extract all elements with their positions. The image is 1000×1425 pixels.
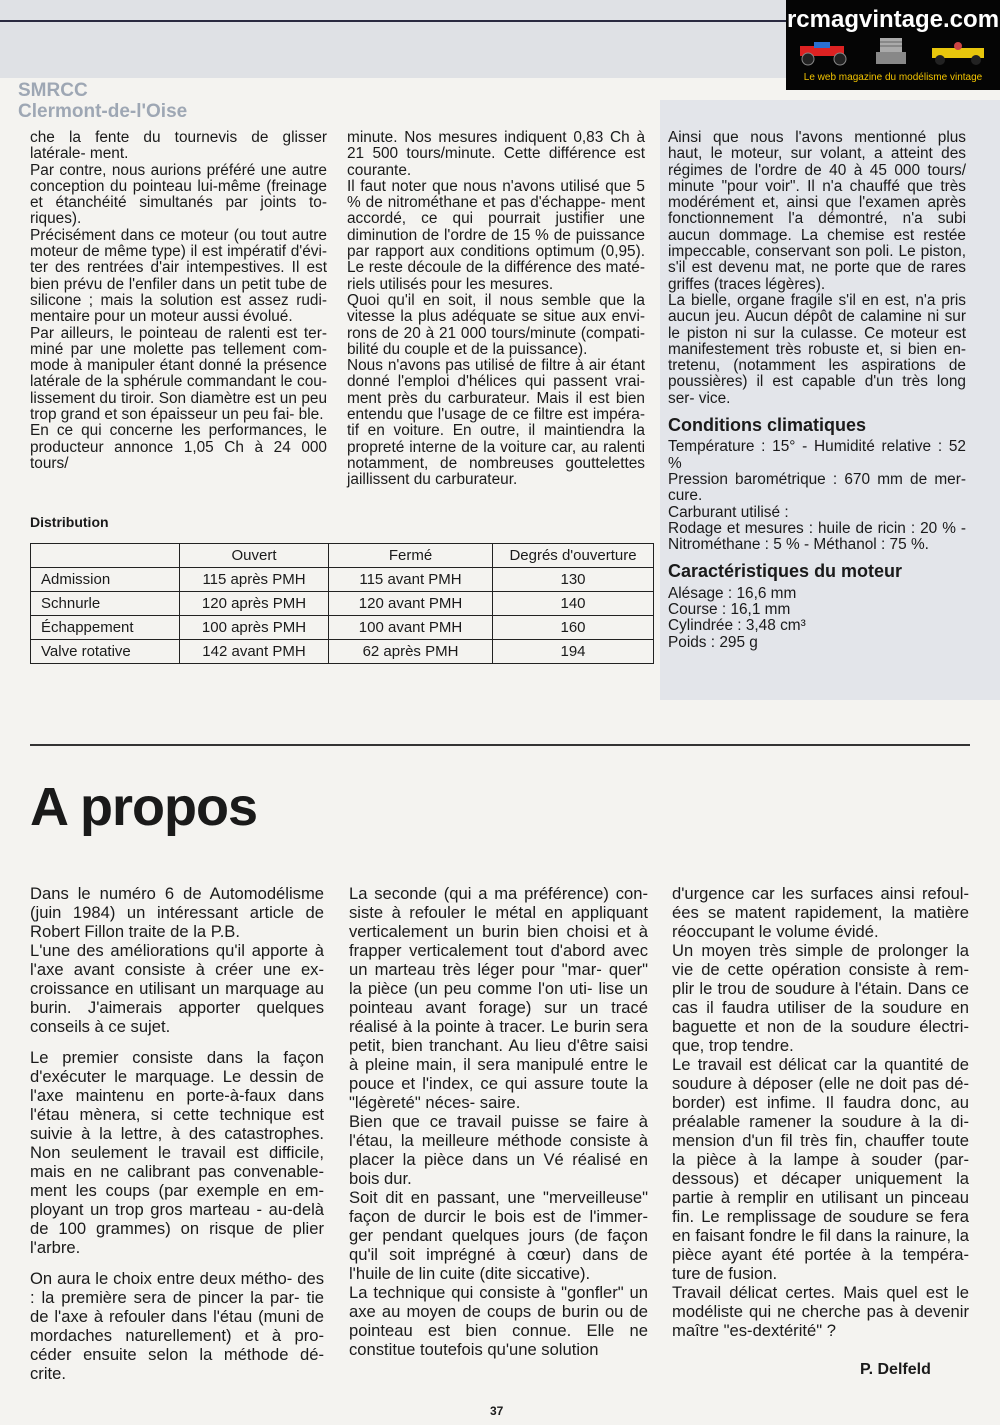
table-row: [31, 568, 654, 592]
paragraph: Précisément dans ce moteur (ou tout autre moteur de même type) il est impératif d'évi- ter des rentrées d'air intempestives. Il est bien prévu de l'enfiler dans un petit tube de silicone ; mais la solution est assez rudi- mentaire pour un moteur aussi évolué.: [30, 226, 327, 326]
apropos-column-1: [30, 884, 324, 1383]
condition-line: Température : 15° - Humidité relative : 52 %: [668, 438, 966, 472]
paragraph: Un moyen très simple de prolonger la vie de cette opération consiste à rem- plir le trou de soudure à l'étain. Dans ce cas il faudra utiliser de la soudure en baguette et non de la soudure électri- que, trop tendre.: [672, 941, 969, 1055]
table-header-row: [31, 544, 654, 568]
site-logo[interactable]: [786, 0, 1000, 90]
paragraph: Ainsi que nous l'avons mentionné plus haut, le moteur, sur volant, a atteint des régimes de l'ordre de 40 à 45 000 tours/ minute "pour voir". Il n'a chauffé que très modérément et, ainsi que l'examen après fonctionnement l'a démontré, n'a subi aucun dommage. La chemise est restée impeccable, conservant son poli. Le piston, s'il est devenu mat, ne porte que de rares griffes (traces légères).: [668, 129, 966, 293]
paragraph: La bielle, organe fragile s'il en est, n'a pris aucun jeu. Aucun dépôt de calamine ni sur le piston ni sur la culasse. Ce moteur est manifestement très robuste et, si bien en- tretenu, (notamment les aspirations de poussières) il est capable d'un très long ser- vice.: [668, 291, 966, 407]
table-header: Ouvert: [180, 544, 329, 568]
paragraph: L'une des améliorations qu'il apporte à l'axe avant consiste à créer une ex- croissance en utilisant un marquage au burin. J'aimerais apporter quelques conseils à ce sujet.: [30, 941, 324, 1036]
spec-line: Alésage : 16,6 mm: [668, 584, 797, 602]
specs-heading: Caractéristiques du moteur: [668, 561, 903, 582]
table-cell: 100 avant PMH: [329, 616, 493, 640]
spec-line: Poids : 295 g: [668, 633, 758, 651]
distribution-table: [30, 543, 654, 664]
paragraph: Par ailleurs, le pointeau de ralenti est ter- miné par une molette pas tellement com- mode à manipuler étant donné la présence latérale de la sphérule commandant le cou- lissement du tiroir. Son diamètre est un peu trop grand et son épaisseur un peu fai- ble.: [30, 324, 327, 424]
table-cell: 120 après PMH: [180, 592, 329, 616]
table-row: [31, 616, 654, 640]
page-number: 37: [490, 1404, 504, 1418]
table-row: [31, 592, 654, 616]
ghost-heading: SMRCC: [18, 80, 88, 101]
conditions-heading: Conditions climatiques: [668, 415, 867, 436]
logo-text: rcmagvintage.com: [786, 6, 1000, 33]
paragraph: Dans le numéro 6 de Automodélisme (juin 1984) un intéressant article de Robert Fillon traite de la P.B.: [30, 884, 324, 941]
table-cell: 100 après PMH: [180, 616, 329, 640]
kart-icon: [928, 40, 988, 66]
table-header: [31, 544, 180, 568]
table-header: Fermé: [329, 544, 493, 568]
paragraph: Il faut noter que nous n'avons utilisé que 5 % de nitrométhane et pas d'échappe- ment accordé, ce qui pourrait justifier une diminution de l'ordre de 15 % de puissance par rapport aux conditions optimum (0,95). Le reste découle de la différence des maté- riels utilisés pour les mesures.: [347, 177, 645, 293]
table-cell: 194: [493, 640, 654, 664]
article-column-2: [347, 130, 645, 489]
table-cell: Échappement: [31, 616, 180, 640]
table-cell: Schnurle: [31, 592, 180, 616]
paragraph: En ce qui concerne les performances, le producteur annonce 1,05 Ch à 24 000 tours/: [30, 422, 327, 472]
paragraph: minute. Nos mesures indiquent 0,83 Ch à 21 500 tours/minute. Cette différence est courante.: [347, 129, 645, 179]
paragraph: d'urgence car les surfaces ainsi refoul- ées se matent rapidement, la matière réoccupant le volume évidé.: [672, 884, 969, 941]
condition-line: Rodage et mesures : huile de ricin : 20 % - Nitrométhane : 5 % - Méthanol : 75 %.: [668, 519, 966, 554]
ghost-heading: Clermont-de-l'Oise: [18, 101, 188, 122]
paragraph: Nous n'avons pas utilisé de filtre à air étant donné l'emploi d'hélices qui passent vrai- ment près du carburateur. Mais il est bien entendu que l'usage de ce filtre est impéra- tif en voiture. En outre, il maintiendra la propreté interne de la voiture car, au ralenti notamment, de nombreuses gouttelettes jaillissent du carburateur.: [347, 357, 645, 489]
section-title: A propos: [30, 777, 257, 837]
paragraph: Le travail est délicat car la quantité de soudure à déposer (elle ne doit pas dé- border) est infime. Il faudra donc, au préalable ramener la soudure à la di- mension d'un fil très fin, chauffer toute la pièce à la lampe à souder (par- dessous) et décaper uniquement la partie à remplir en utilisant un pinceau fin. Le remplissage de soudure se fera en faisant fondre le fil dans la rainure, la pièce ayant été portée à la tempéra- ture de fusion.: [672, 1055, 969, 1283]
engine-icon: [866, 36, 916, 68]
condition-line: Pression barométrique : 670 mm de mer- cure.: [668, 470, 966, 505]
paragraph: Le premier consiste dans la façon d'exécuter le marquage. Le dessin de l'axe maintenu en porte-à-faux dans l'étau mènera, si cette technique est suivie à la lettre, à des catastrophes. Non seulement le travail est difficile, mais en ne calibrant pas convenable- ment les coups (par exemple en em- ployant un trop gros marteau - au-delà de 100 grammes) on risque de plier l'arbre.: [30, 1048, 324, 1257]
paragraph: Quoi qu'il en soit, il nous semble que la vitesse la plus adéquate se situe aux envi- rons de 20 à 21 000 tours/minute (compati- bilité du couple et de la puissance).: [347, 291, 645, 358]
apropos-column-3: [672, 884, 969, 1340]
table-cell: 130: [493, 568, 654, 592]
paragraph: Travail délicat certes. Mais quel est le modéliste qui ne cherche pas à devenir maître "es-dextérité" ?: [672, 1283, 969, 1340]
paragraph: Par contre, nous aurions préféré une autre conception du pointeau lui-même (freinage et étanchéité simultanés par joints to- riques).: [30, 161, 327, 228]
condition-line: Carburant utilisé :: [668, 503, 789, 521]
table-cell: 115 avant PMH: [329, 568, 493, 592]
apropos-column-2: [349, 884, 648, 1359]
paragraph: che la fente du tournevis de glisser latérale- ment.: [30, 129, 327, 163]
section-divider: [30, 744, 970, 746]
table-cell: 142 avant PMH: [180, 640, 329, 664]
table-row: [31, 640, 654, 664]
table-cell: 160: [493, 616, 654, 640]
paragraph: On aura le choix entre deux métho- des : la première sera de pincer la par- tie de l'axe à refouler dans l'étau (muni de mordaches naturellement) et à pro- céder ensuite selon la méthode dé- crite.: [30, 1269, 324, 1383]
table-cell: Valve rotative: [31, 640, 180, 664]
table-cell: 120 avant PMH: [329, 592, 493, 616]
rc-car-icon: [794, 40, 854, 66]
table-cell: 140: [493, 592, 654, 616]
paragraph: La technique qui consiste à "gonfler" un axe au moyen de coups de burin ou de pointeau est bien connue. Elle ne constitue toutefois qu'une solution: [349, 1283, 648, 1359]
table-header: Degrés d'ouverture: [493, 544, 654, 568]
distribution-title: Distribution: [30, 514, 109, 530]
spec-line: Course : 16,1 mm: [668, 601, 791, 619]
article-column-3: [668, 130, 966, 651]
table-cell: 62 après PMH: [329, 640, 493, 664]
paragraph: Bien que ce travail puisse se faire à l'étau, la meilleure méthode consiste à placer la pièce dans un Vé réalisé en bois dur.: [349, 1112, 648, 1188]
paragraph: Soit dit en passant, une "merveilleuse" façon de durcir le bois est de l'immer- ger pendant quelques jours (de façon qu'il soit imprégné à cœur) dans de l'huile de lin cuite (dite siccative).: [349, 1188, 648, 1283]
top-rule: [0, 20, 790, 22]
paragraph: La seconde (qui a ma préférence) con- siste à refouler le métal en appliquant verticalement un burin bien choisi et à frapper verticalement tout d'abord avec un marteau très léger pour "mar- quer" la pièce (un peu comme l'on uti- lise un pointeau avant forage) sur un tracé réalisé à la pointe à tracer. Le burin sera petit, bien tranchant. Au lieu d'être saisi à pleine main, il sera manipulé entre le pouce et l'index, ce qui assure toute la "légèreté" néces- saire.: [349, 884, 648, 1112]
logo-tagline: Le web magazine du modélisme vintage: [803, 72, 983, 83]
article-column-1: [30, 130, 327, 472]
author-signature: P. Delfeld: [860, 1361, 931, 1378]
table-cell: Admission: [31, 568, 180, 592]
spec-line: Cylindrée : 3,48 cm³: [668, 617, 806, 635]
table-cell: 115 après PMH: [180, 568, 329, 592]
